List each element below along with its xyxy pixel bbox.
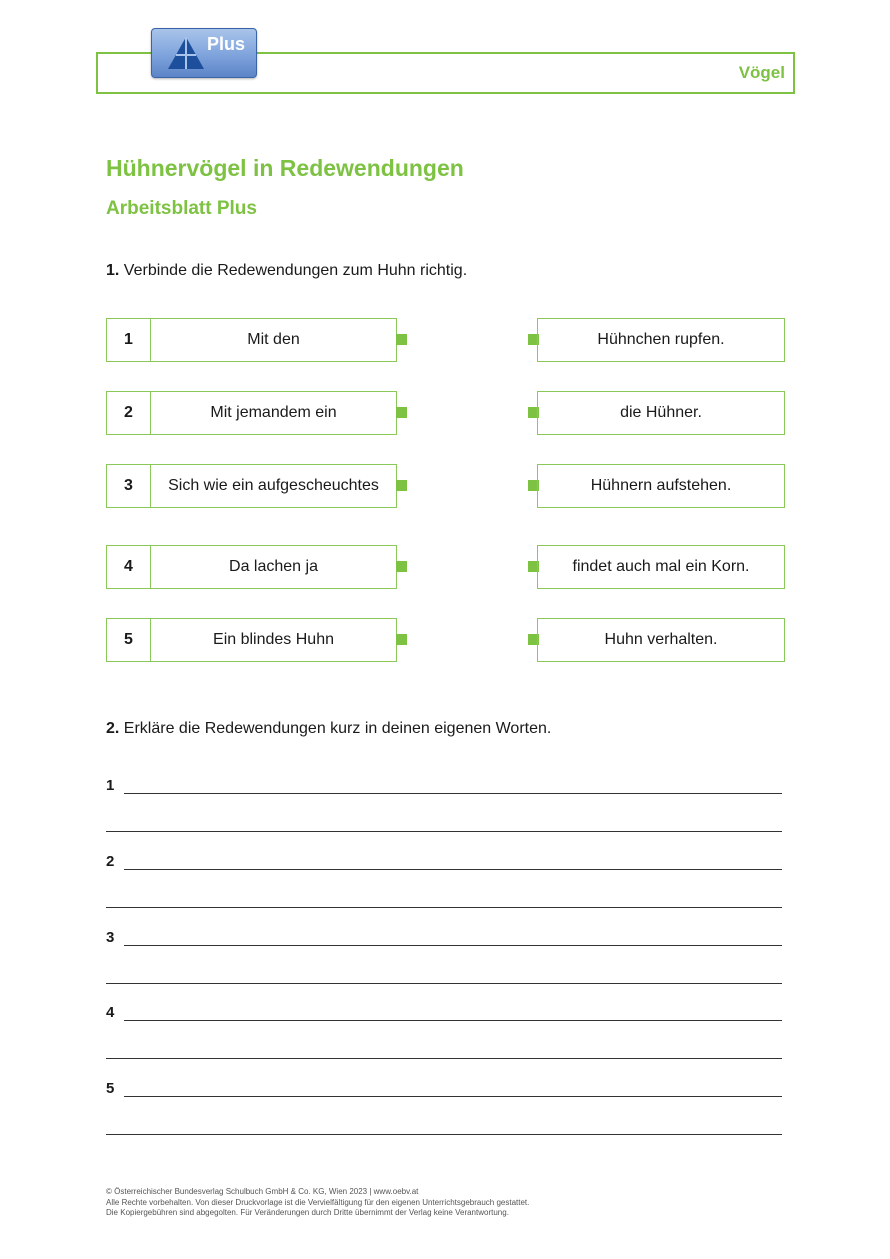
copyright-footer <box>106 1187 529 1219</box>
phrase-number: 2 <box>107 392 151 434</box>
answer-line[interactable] <box>106 1058 782 1059</box>
left-connector-dot[interactable] <box>396 561 407 572</box>
footer-line: © Österreichischer Bundesverlag Schulbuch GmbH & Co. KG, Wien 2023 | www.oebv.at <box>106 1187 419 1196</box>
phrase-start: Mit jemandem ein <box>210 404 337 421</box>
phrase-ending: Huhn verhalten. <box>537 618 785 662</box>
answer-line[interactable] <box>106 831 782 832</box>
phrase-ending: Hühnchen rupfen. <box>537 318 785 362</box>
left-phrase-box <box>106 464 397 508</box>
answer-number-1: 1 <box>106 777 115 794</box>
left-phrase-box <box>106 545 397 589</box>
page-title: Hühnervögel in Redewendungen <box>106 155 464 181</box>
answer-number-2: 2 <box>106 853 115 870</box>
matching-row-5 <box>0 618 890 662</box>
answer-line[interactable] <box>124 869 782 870</box>
left-connector-dot[interactable] <box>396 334 407 345</box>
logo-text: Plus <box>207 34 246 54</box>
matching-row-1 <box>0 318 890 362</box>
phrase-number: 5 <box>107 619 151 661</box>
answer-line[interactable] <box>106 983 782 984</box>
task-1-number: 1. <box>106 262 120 279</box>
left-connector-dot[interactable] <box>396 634 407 645</box>
footer-line: Alle Rechte vorbehalten. Von dieser Druckvorlage ist die Vervielfältigung für den eigenen Unterrichtsgebrauch gestattet. <box>106 1197 530 1207</box>
answer-number-4: 4 <box>106 1004 115 1021</box>
phrase-start: Sich wie ein aufgescheuchtes <box>168 477 379 494</box>
left-phrase-box <box>106 618 397 662</box>
task-2-instruction <box>106 720 551 738</box>
topic-label: Vögel <box>738 63 785 82</box>
phrase-start: Ein blindes Huhn <box>213 631 334 648</box>
page-subtitle: Arbeitsblatt Plus <box>106 198 257 219</box>
phrase-ending: Hühnern aufstehen. <box>537 464 785 508</box>
task-1-text: Verbinde die Redewendungen zum Huhn richtig. <box>123 262 468 279</box>
triangle-logo-icon <box>166 35 206 71</box>
phrase-number: 4 <box>107 546 151 588</box>
phrase-ending: findet auch mal ein Korn. <box>537 545 785 589</box>
left-connector-dot[interactable] <box>396 480 407 491</box>
matching-row-3 <box>0 464 890 508</box>
answer-line[interactable] <box>124 1096 782 1097</box>
answer-line[interactable] <box>106 907 782 908</box>
left-connector-dot[interactable] <box>396 407 407 418</box>
answer-line[interactable] <box>124 793 782 794</box>
task-1-instruction <box>106 262 467 280</box>
answer-number-5: 5 <box>106 1080 115 1097</box>
phrase-start: Mit den <box>247 331 300 348</box>
answer-line[interactable] <box>124 1020 782 1021</box>
answer-line[interactable] <box>124 945 782 946</box>
left-phrase-box <box>106 318 397 362</box>
answer-line[interactable] <box>106 1134 782 1135</box>
matching-row-2 <box>0 391 890 435</box>
task-2-number: 2. <box>106 720 120 737</box>
phrase-number: 1 <box>107 319 151 361</box>
matching-row-4 <box>0 545 890 589</box>
footer-line: Die Kopiergebühren sind abgegolten. Für Veränderungen durch Dritte übernimmt der Verlag keine Verantwortung. <box>106 1208 509 1217</box>
answer-number-3: 3 <box>106 929 115 946</box>
plus-logo <box>151 28 257 78</box>
phrase-start: Da lachen ja <box>229 558 318 575</box>
task-2-text: Erkläre die Redewendungen kurz in deinen eigenen Worten. <box>123 720 552 737</box>
phrase-ending: die Hühner. <box>537 391 785 435</box>
left-phrase-box <box>106 391 397 435</box>
phrase-number: 3 <box>107 465 151 507</box>
